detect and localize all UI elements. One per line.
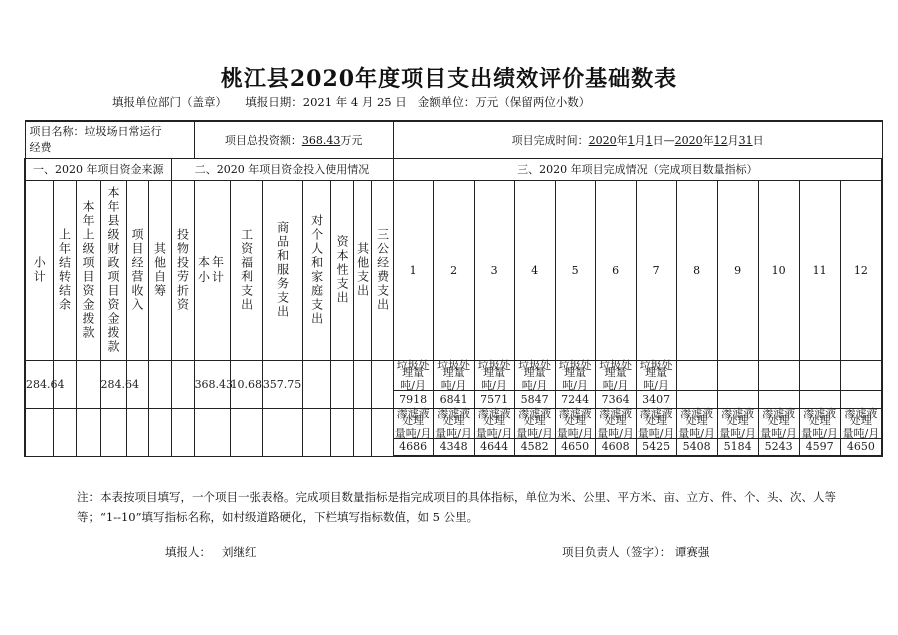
indicator-name: 渗滤液处理 (599, 406, 633, 427)
indicator-value-cell (799, 390, 840, 408)
indicator-unit: 量吨/月 (678, 426, 715, 440)
indicator-unit: 量吨/月 (475, 426, 513, 440)
filler-name: 刘继红 (221, 545, 257, 559)
start-month: 1 (627, 133, 635, 147)
indicator-name-cell (636, 360, 676, 390)
footnote: 注：本表按项目填写，一个项目一张表格。完成项目数量指标是指完成项目的具体指标，单位为米、公里、平方米、亩、立方、件、个、头、次、人等等；“1--10”填写指标名称，如村级道路硬化，下栏填写指标数值，如 5 公里。 (77, 490, 836, 524)
leader-name: 谭赛强 (674, 545, 710, 559)
section-usage: 二、2020 年项目资金投入使用情况 (171, 158, 393, 180)
indicator-value-cell-2: 4582 (514, 438, 555, 456)
indicator-header-5: 5 (555, 180, 595, 360)
indicator-value-cell-2: 4644 (474, 438, 514, 456)
indicator-name-cell (474, 360, 514, 390)
indicator-name: 垃圾处理量 (396, 358, 430, 379)
header-capital: 资本性支出 (330, 180, 353, 360)
indicator-header-1: 1 (393, 180, 433, 360)
empty-cell (25, 408, 53, 456)
empty-cell (126, 408, 148, 456)
data-row-names-2 (25, 408, 882, 438)
start-year: 2020 (588, 133, 617, 147)
header-goods-services: 商品和服务支出 (262, 180, 302, 360)
empty-cell (353, 408, 371, 456)
indicator-unit: 吨/月 (400, 378, 426, 392)
indicator-unit: 吨/月 (643, 378, 669, 392)
header-subtotal: 小计 (25, 180, 53, 360)
section-source: 一、2020 年项目资金来源 (25, 158, 171, 180)
project-total-cell (194, 121, 393, 158)
indicator-name-cell (758, 360, 799, 390)
column-header-row (25, 180, 882, 360)
indicator-unit: 吨/月 (562, 378, 588, 392)
project-name-cell (25, 121, 194, 158)
indicator-name: 垃圾处理量 (437, 358, 471, 379)
indicator-name: 垃圾处理量 (639, 358, 673, 379)
indicator-name-cell-2 (676, 408, 717, 438)
indicator-value-cell-2: 5184 (717, 438, 758, 456)
header-operating-income: 项目经营收入 (126, 180, 148, 360)
indicator-value-cell: 7571 (474, 390, 514, 408)
indicator-unit: 量吨/月 (801, 426, 838, 440)
source-value-cell: 284.64 (25, 360, 53, 408)
indicator-header-7: 7 (636, 180, 676, 360)
data-table (24, 120, 883, 457)
empty-cell (330, 408, 353, 456)
indicator-unit: 量吨/月 (516, 426, 553, 440)
indicator-value-cell: 7364 (595, 390, 636, 408)
header-year-subtotal: 本年小计 (194, 180, 230, 360)
indicator-value-cell-2: 4686 (393, 438, 433, 456)
indicator-name: 渗滤液处理 (680, 406, 714, 427)
indicator-unit: 量吨/月 (435, 426, 472, 440)
indicator-unit: 吨/月 (521, 378, 548, 392)
section-completion: 三、2020 年项目完成情况（完成项目数量指标） (393, 158, 882, 180)
header-labor-materials: 投物投劳折资 (171, 180, 194, 360)
header-other: 其他支出 (353, 180, 371, 360)
indicator-name-cell (514, 360, 555, 390)
empty-cell (194, 408, 230, 456)
indicator-name: 垃圾处理量 (518, 358, 552, 379)
project-name-line1: 项目名称：垃圾场日常运行 (29, 124, 162, 138)
source-value-cell (148, 360, 171, 408)
start-day: 1 (645, 133, 653, 147)
indicator-name-cell-2 (758, 408, 799, 438)
project-completion-cell: 项目完成时间：2020年1月1日—2020年12月31日 (393, 121, 882, 158)
usage-value-cell (302, 360, 330, 408)
indicator-name-cell (840, 360, 882, 390)
indicator-name-cell (433, 360, 474, 390)
indicator-value-cell: 7918 (393, 390, 433, 408)
leader-label: 项目负责人（签字）： (562, 545, 672, 559)
indicator-name-cell (717, 360, 758, 390)
indicator-value-cell: 6841 (433, 390, 474, 408)
empty-cell (262, 408, 302, 456)
indicator-header-9: 9 (717, 180, 758, 360)
indicator-name: 渗滤液处理 (396, 406, 430, 427)
indicator-name: 垃圾处理量 (599, 358, 633, 379)
indicator-name: 渗滤液处理 (803, 406, 837, 427)
indicator-value-cell: 5847 (514, 390, 555, 408)
indicator-name-cell (393, 360, 433, 390)
usage-value-cell (171, 360, 194, 408)
indicator-value-cell: 7244 (555, 390, 595, 408)
indicator-value-cell-2: 4608 (595, 438, 636, 456)
indicator-name-cell-2 (717, 408, 758, 438)
filler-signature (165, 544, 256, 560)
empty-cell (230, 408, 262, 456)
header-upper-level-funds: 本年上级项目资金拨款 (76, 180, 100, 360)
indicator-unit: 吨/月 (481, 378, 507, 392)
indicator-header-10: 10 (758, 180, 799, 360)
indicator-name-cell (676, 360, 717, 390)
indicator-header-11: 11 (799, 180, 840, 360)
empty-cell (371, 408, 393, 456)
indicator-name-cell (555, 360, 595, 390)
indicator-unit: 量吨/月 (597, 426, 634, 440)
header-county-funds: 本年县级财政项目资金拨款 (100, 180, 126, 360)
leader-signature (562, 544, 709, 560)
usage-value-cell: 10.68 (230, 360, 262, 408)
usage-value-cell (353, 360, 371, 408)
header-personal-family: 对个人和家庭支出 (302, 180, 330, 360)
indicator-unit: 吨/月 (440, 378, 467, 392)
data-row-names (25, 360, 882, 390)
empty-cell (76, 408, 100, 456)
empty-cell (302, 408, 330, 456)
indicator-header-3: 3 (474, 180, 514, 360)
indicator-name: 渗滤液处理 (844, 406, 878, 427)
header-wages: 工资福利支出 (230, 180, 262, 360)
indicator-name: 渗滤液处理 (518, 406, 552, 427)
indicator-name: 垃圾处理量 (477, 358, 511, 379)
indicator-unit: 量吨/月 (637, 426, 675, 440)
project-name-line2: 经费 (29, 140, 52, 154)
header-last-year-balance: 上年结转结余 (53, 180, 76, 360)
project-info-row (25, 121, 882, 158)
section-header-row (25, 158, 882, 180)
indicator-name-cell-2 (595, 408, 636, 438)
indicator-header-8: 8 (676, 180, 717, 360)
indicator-header-6: 6 (595, 180, 636, 360)
indicator-name-cell-2 (799, 408, 840, 438)
indicator-value-cell-2: 4348 (433, 438, 474, 456)
empty-cell (53, 408, 76, 456)
empty-cell (100, 408, 126, 456)
indicator-unit: 吨/月 (602, 378, 629, 392)
source-value-cell: 284.64 (100, 360, 126, 408)
indicator-unit: 量吨/月 (719, 426, 756, 440)
indicator-value-cell-2: 4597 (799, 438, 840, 456)
completion-label: 项目完成时间： (511, 133, 589, 147)
indicator-header-4: 4 (514, 180, 555, 360)
indicator-name-cell (799, 360, 840, 390)
header-three-public: 三公经费支出 (371, 180, 393, 360)
indicator-value-cell-2: 5408 (676, 438, 717, 456)
report-subheader: 填报单位部门（盖章） 填报日期：2021 年 4 月 25 日 金额单位：万元（保留两位小数） (112, 95, 591, 109)
indicator-name-cell-2 (840, 408, 882, 438)
indicator-unit: 量吨/月 (394, 426, 432, 440)
indicator-value-cell-2: 4650 (840, 438, 882, 456)
header-self-raised: 其他自筹 (148, 180, 171, 360)
indicator-name-cell (595, 360, 636, 390)
indicator-name: 渗滤液处理 (477, 406, 511, 427)
indicator-value-cell (717, 390, 758, 408)
source-value-cell (76, 360, 100, 408)
project-total-label: 项目总投资额： (224, 133, 302, 147)
indicator-name: 渗滤液处理 (558, 406, 592, 427)
indicator-value-cell-2: 5243 (758, 438, 799, 456)
indicator-name-cell-2 (433, 408, 474, 438)
usage-value-cell: 368.43 (194, 360, 230, 408)
indicator-name: 渗滤液处理 (762, 406, 796, 427)
indicator-value-cell-2: 5425 (636, 438, 676, 456)
indicator-unit: 量吨/月 (842, 426, 880, 440)
indicator-name-cell-2 (636, 408, 676, 438)
indicator-name: 渗滤液处理 (639, 406, 673, 427)
project-total-value: 368.43 (301, 133, 341, 147)
indicator-value-cell (758, 390, 799, 408)
indicator-unit: 量吨/月 (556, 426, 594, 440)
indicator-value-cell (840, 390, 882, 408)
usage-value-cell: 357.75 (262, 360, 302, 408)
indicator-name-cell-2 (514, 408, 555, 438)
indicator-header-12: 12 (840, 180, 882, 360)
indicator-header-2: 2 (433, 180, 474, 360)
usage-value-cell (330, 360, 353, 408)
indicator-name: 垃圾处理量 (558, 358, 592, 379)
indicator-name: 渗滤液处理 (721, 406, 755, 427)
indicator-name-cell-2 (474, 408, 514, 438)
indicator-name: 渗滤液处理 (437, 406, 471, 427)
indicator-value-cell: 3407 (636, 390, 676, 408)
project-total-unit: 万元 (340, 133, 363, 147)
end-year: 2020 (674, 133, 703, 147)
indicator-name-cell-2 (393, 408, 433, 438)
usage-value-cell (371, 360, 393, 408)
page-title: 桃江县2020年度项目支出绩效评价基础数表 (220, 66, 678, 92)
end-day: 31 (738, 133, 753, 147)
filler-label: 填报人： (165, 545, 211, 559)
empty-cell (171, 408, 194, 456)
indicator-name-cell-2 (555, 408, 595, 438)
indicator-value-cell (676, 390, 717, 408)
empty-cell (148, 408, 171, 456)
end-month: 12 (713, 133, 728, 147)
indicator-unit: 量吨/月 (760, 426, 797, 440)
indicator-value-cell-2: 4650 (555, 438, 595, 456)
